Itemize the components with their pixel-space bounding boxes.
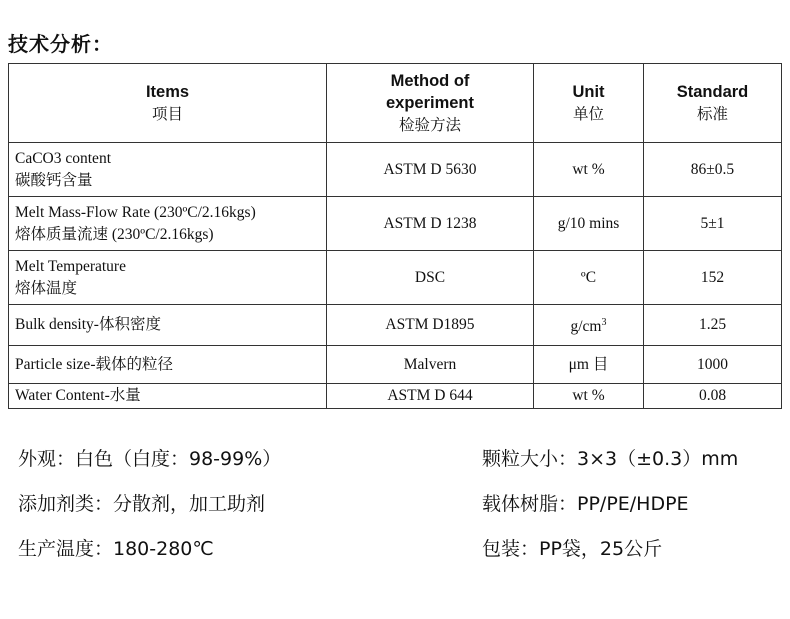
row-item	[9, 197, 327, 251]
header-items-cn: 项目	[151, 105, 183, 123]
table-row	[9, 197, 782, 251]
header-unit-cn: 单位	[572, 105, 604, 123]
header-standard-en: Standard	[676, 83, 749, 101]
item-name-en: Melt Temperature	[15, 257, 126, 275]
row-unit	[534, 305, 644, 346]
item-name-en: CaCO3 content	[15, 149, 111, 167]
table-row	[9, 384, 782, 409]
row-unit: ºC	[534, 251, 644, 305]
row-method: ASTM D 5630	[327, 143, 534, 197]
unit-base: g/cm	[570, 318, 602, 336]
row-method: Malvern	[327, 346, 534, 384]
carrier-resin-text: 载体树脂：PP/PE/HDPE	[482, 493, 689, 515]
header-items	[9, 64, 327, 143]
unit-superscript: 3	[601, 316, 607, 328]
packaging-text: 包装：PP袋，25公斤	[482, 538, 663, 560]
table-row	[9, 251, 782, 305]
row-method: ASTM D 644	[327, 384, 534, 409]
row-item	[9, 143, 327, 197]
row-method: DSC	[327, 251, 534, 305]
header-standard-cn: 标准	[696, 105, 728, 123]
item-name-en: Melt Mass-Flow Rate (230ºC/2.16kgs)	[15, 203, 256, 221]
header-method	[327, 64, 534, 143]
row-method: ASTM D 1238	[327, 197, 534, 251]
item-name-cn: 熔体质量流速 (230ºC/2.16kgs)	[15, 225, 214, 243]
row-standard: 0.08	[644, 384, 782, 409]
table-header-row	[9, 64, 782, 143]
row-unit: wt %	[534, 384, 644, 409]
row-standard: 1000	[644, 346, 782, 384]
production-temp-text: 生产温度：180-280℃	[18, 538, 214, 560]
header-method-en: Method of experiment	[385, 72, 475, 112]
row-item: Bulk density-体积密度	[9, 305, 327, 346]
row-standard: 5±1	[644, 197, 782, 251]
row-item: Water Content-水量	[9, 384, 327, 409]
header-standard	[644, 64, 782, 143]
header-items-en: Items	[145, 83, 190, 101]
particle-size-text: 颗粒大小：3×3（±0.3）mm	[482, 448, 739, 470]
row-unit: wt %	[534, 143, 644, 197]
row-item	[9, 251, 327, 305]
row-standard: 1.25	[644, 305, 782, 346]
spec-table	[8, 63, 782, 409]
row-unit: g/10 mins	[534, 197, 644, 251]
appearance-text: 外观：白色（白度：98-99%）	[18, 448, 282, 470]
row-standard: 152	[644, 251, 782, 305]
additives-text: 添加剂类：分散剂，加工助剂	[18, 493, 266, 515]
row-unit: μm 目	[534, 346, 644, 384]
table-row	[9, 143, 782, 197]
table-row	[9, 346, 782, 384]
row-item: Particle size-载体的粒径	[9, 346, 327, 384]
header-unit-en: Unit	[572, 83, 605, 101]
row-method: ASTM D1895	[327, 305, 534, 346]
header-method-cn: 检验方法	[398, 116, 461, 134]
page-title: 技术分析：	[8, 32, 113, 56]
table-row	[9, 305, 782, 346]
row-standard: 86±0.5	[644, 143, 782, 197]
item-name-cn: 碳酸钙含量	[15, 171, 93, 189]
item-name-cn: 熔体温度	[15, 279, 78, 297]
header-unit	[534, 64, 644, 143]
